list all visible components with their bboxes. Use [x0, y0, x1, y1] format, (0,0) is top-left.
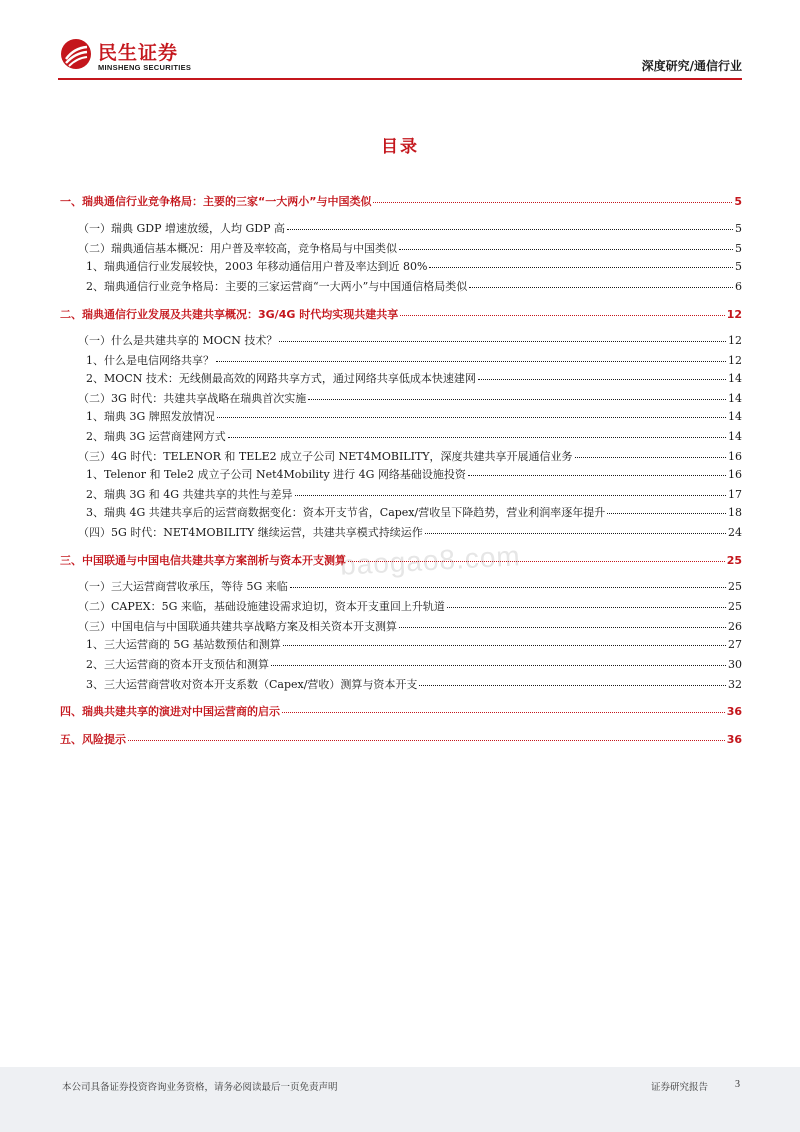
toc-entry-title: （三）中国电信与中国联通共建共享战略方案及相关资本开支测算 [78, 620, 397, 633]
toc-dot-leader [478, 369, 726, 380]
toc-dot-leader [469, 277, 733, 288]
toc-entry-title: （一）瑞典 GDP 增速放缓，人均 GDP 高 [78, 222, 286, 235]
toc-dot-leader [399, 239, 733, 250]
brand-logo [60, 38, 210, 78]
toc-dot-leader [128, 730, 725, 741]
toc-dot-leader [373, 192, 732, 203]
toc-entry-page: 36 [726, 705, 742, 718]
toc-entry-title: 五、风险提示 [60, 733, 126, 746]
toc-entry-level3[interactable] [60, 353, 742, 368]
watermark: baogao8.com [339, 540, 522, 581]
toc-entry-level1[interactable] [60, 194, 742, 209]
toc-entry-title: 2、瑞典通信行业竞争格局：主要的三家运营商“一大两小”与中国通信格局类似 [86, 280, 468, 293]
toc-entry-title: 一、瑞典通信行业竞争格局：主要的三家“一大两小”与中国类似 [60, 195, 372, 208]
toc-entry-level1[interactable] [60, 704, 742, 719]
toc-dot-leader [308, 389, 726, 400]
toc-entry-level2[interactable] [60, 241, 742, 256]
toc-entry-level2[interactable] [60, 449, 742, 464]
toc-dot-leader [282, 702, 725, 713]
minsheng-logo-icon [60, 38, 92, 70]
toc-entry-level3[interactable] [60, 637, 742, 652]
toc-entry-page: 18 [728, 506, 742, 519]
toc-dot-leader [228, 427, 726, 438]
toc-entry-title: （四）5G 时代：NET4MOBILITY 继续运营，共建共享模式持续运作 [78, 526, 423, 539]
toc-entry-page: 27 [728, 638, 742, 651]
toc-dot-leader [447, 597, 726, 608]
toc-entry-title: 三、中国联通与中国电信共建共享方案剖析与资本开支测算 [60, 554, 346, 567]
toc-entry-title: 二、瑞典通信行业发展及共建共享概况：3G/4G 时代均实现共建共享 [60, 308, 399, 321]
toc-entry-page: 12 [728, 334, 742, 347]
toc-entry-level2[interactable] [60, 525, 742, 540]
toc-dot-leader [217, 407, 726, 418]
toc-dot-leader [216, 351, 726, 362]
brand-name-en: MINSHENG SECURITIES [98, 63, 192, 72]
brand-name-cn: 民生证券 [98, 42, 179, 64]
toc-entry-level2[interactable] [60, 599, 742, 614]
toc-entry-page: 14 [728, 372, 742, 385]
toc-dot-leader [429, 257, 733, 268]
toc-entry-page: 26 [728, 620, 742, 633]
toc-entry-level3[interactable] [60, 409, 742, 424]
toc-entry-level3[interactable] [60, 429, 742, 444]
toc-entry-page: 25 [728, 580, 742, 593]
toc-entry-level2[interactable] [60, 579, 742, 594]
toc-title: 目录 [381, 137, 419, 157]
toc-dot-leader [295, 485, 726, 496]
footer-disclaimer: 本公司具备证券投资咨询业务资格，请务必阅读最后一页免责声明 [62, 1082, 338, 1093]
toc-entry-title: 1、Telenor 和 Tele2 成立子公司 Net4Mobility 进行 4G 网络基础设施投资 [86, 468, 466, 481]
toc-entry-title: 2、三大运营商的资本开支预估和测算 [86, 658, 269, 671]
toc-dot-leader [290, 577, 726, 588]
toc-dot-leader [399, 617, 726, 628]
toc-entry-page: 14 [728, 410, 742, 423]
toc-entry-page: 32 [728, 678, 742, 691]
toc-entry-title: 3、瑞典 4G 共建共享后的运营商数据变化：资本开支节省，Capex/营收呈下降趋势，营业利润率逐年提升 [86, 506, 606, 519]
toc-dot-leader [400, 305, 724, 316]
toc-entry-page: 14 [728, 392, 742, 405]
toc-entry-page: 5 [734, 195, 742, 208]
toc-entry-title: （一）什么是共建共享的 MOCN 技术？ [78, 334, 278, 347]
toc-entry-page: 36 [726, 733, 742, 746]
toc-dot-leader [607, 503, 726, 514]
toc-entry-page: 16 [728, 468, 742, 481]
toc-entry-page: 24 [728, 526, 742, 539]
toc-entry-page: 5 [735, 242, 742, 255]
toc-entry-level3[interactable] [60, 371, 742, 386]
toc-dot-leader [425, 523, 726, 534]
footer-page-number: 3 [735, 1079, 740, 1090]
toc-entry-title: 2、瑞典 3G 和 4G 共建共享的共性与差异 [86, 488, 293, 501]
toc-entry-page: 14 [728, 430, 742, 443]
toc-entry-title: 2、MOCN 技术：无线侧最高效的网路共享方式，通过网络共享低成本快速建网 [86, 372, 476, 385]
toc-entry-level3[interactable] [60, 505, 742, 520]
toc-dot-leader [419, 675, 726, 686]
toc-entry-page: 25 [726, 554, 742, 567]
toc-entry-level3[interactable] [60, 677, 742, 692]
toc-entry-level2[interactable] [60, 221, 742, 236]
toc-entry-title: （三）4G 时代：TELENOR 和 TELE2 成立子公司 NET4MOBILITY，深度共建共享开展通信业务 [78, 450, 573, 463]
toc-entry-page: 5 [735, 222, 742, 235]
toc-entry-level3[interactable] [60, 467, 742, 482]
toc-entry-level2[interactable] [60, 391, 742, 406]
toc-entry-page: 30 [728, 658, 742, 671]
toc-entry-page: 12 [728, 354, 742, 367]
toc-entry-level3[interactable] [60, 279, 742, 294]
toc-entry-title: 3、三大运营商营收对资本开支系数（Capex/营收）测算与资本开支 [86, 678, 418, 691]
toc-entry-page: 16 [728, 450, 742, 463]
toc-entry-level3[interactable] [60, 259, 742, 274]
toc-entry-page: 25 [728, 600, 742, 613]
toc-entry-title: 1、什么是电信网络共享？ [86, 354, 214, 367]
page-footer [0, 1067, 800, 1132]
toc-entry-level3[interactable] [60, 657, 742, 672]
page-header [0, 0, 800, 80]
toc-entry-title: （一）三大运营商营收承压，等待 5G 来临 [78, 580, 288, 593]
toc-dot-leader [283, 635, 726, 646]
toc-entry-level3[interactable] [60, 487, 742, 502]
toc-dot-leader [271, 655, 726, 666]
toc-dot-leader [468, 465, 726, 476]
toc-entry-title: 1、瑞典 3G 牌照发放情况 [86, 410, 215, 423]
toc-dot-leader [348, 551, 725, 562]
toc-dot-leader [279, 331, 726, 342]
toc-entry-title: 2、瑞典 3G 运营商建网方式 [86, 430, 226, 443]
toc-entry-title: 四、瑞典共建共享的演进对中国运营商的启示 [60, 705, 280, 718]
toc-entry-title: （二）3G 时代：共建共享战略在瑞典首次实施 [78, 392, 307, 405]
toc-entry-title: 1、瑞典通信行业发展较快，2003 年移动通信用户普及率达到近 80% [86, 260, 428, 273]
toc-entry-level1[interactable] [60, 553, 742, 568]
toc-dot-leader [287, 219, 733, 230]
report-category: 深度研究/通信行业 [641, 59, 742, 73]
toc-dot-leader [575, 447, 726, 458]
toc-entry-title: （二）瑞典通信基本概况：用户普及率较高，竞争格局与中国类似 [78, 242, 397, 255]
toc-entry-page: 6 [735, 280, 742, 293]
toc-entry-page: 17 [728, 488, 742, 501]
toc-entry-level1[interactable] [60, 732, 742, 747]
header-divider [58, 78, 742, 80]
footer-report-type: 证券研究报告 [650, 1082, 708, 1093]
toc-entry-title: （二）CAPEX：5G 来临，基础设施建设需求迫切，资本开支重回上升轨道 [78, 600, 445, 613]
toc-entry-level2[interactable] [60, 333, 742, 348]
toc-entry-page: 5 [735, 260, 742, 273]
toc-entry-level2[interactable] [60, 619, 742, 634]
toc-entry-title: 1、三大运营商的 5G 基站数预估和测算 [86, 638, 281, 651]
toc-entry-page: 12 [726, 308, 742, 321]
toc-entry-level1[interactable] [60, 307, 742, 322]
